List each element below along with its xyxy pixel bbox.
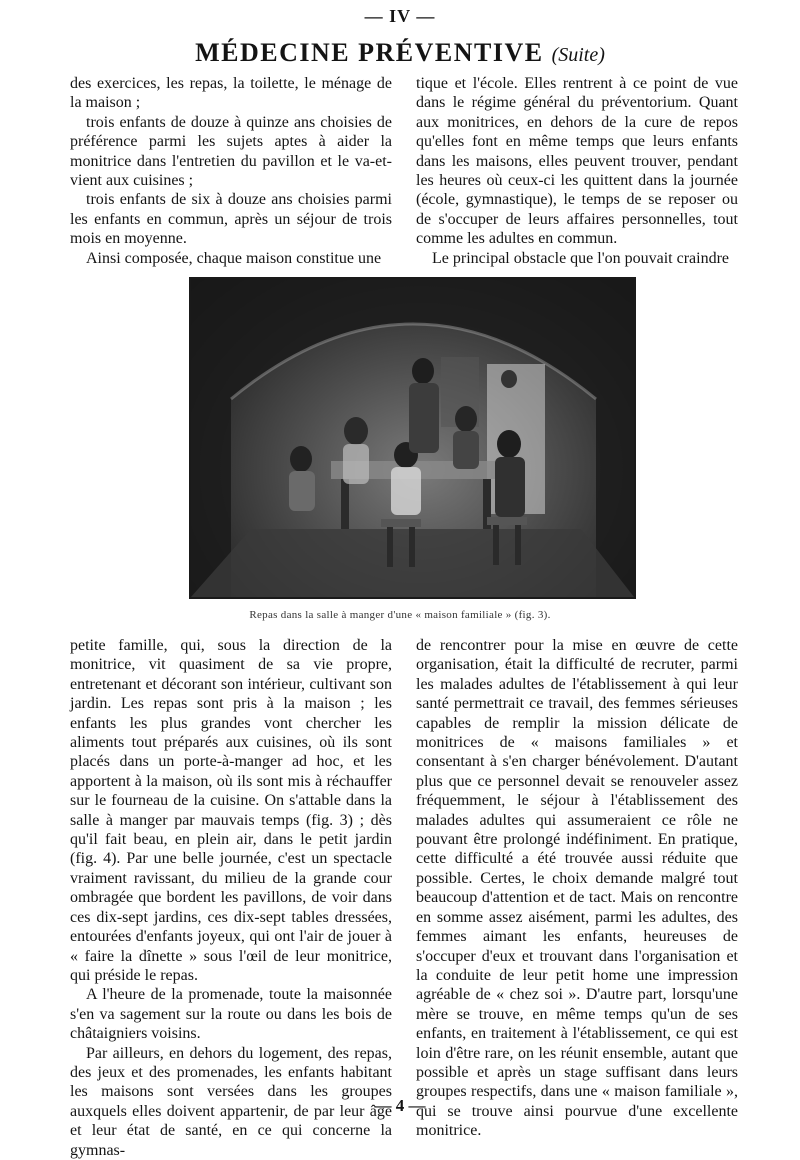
paragraph: Le principal obstacle que l'on pouvait craindre <box>432 249 729 267</box>
paragraph: Ainsi composée, chaque maison constitue une <box>86 249 382 267</box>
column-bottom-left <box>70 636 392 1160</box>
page-number: — 4 — <box>374 1096 426 1115</box>
article-title <box>0 38 800 68</box>
title-text: MÉDECINE PRÉVENTIVE <box>195 38 544 67</box>
paragraph: de rencontrer pour la mise en œuvre de cette organisation, était la difficulté de recruter, parmi les malades adultes de l'établissement à qui leur santé permettrait ce travail, des femmes sérieuses capables de remplir la mission délicate de monitrices de « maisons familiales » et consentant à s'en charger bénévolement. D'autant plus que ce personnel devait se renouveler assez fréquemment, le séjour à l'établissement des malades adultes qui assumeraient ce rôle ne pouvant être prolongé indéfiniment. En pratique, cette difficulté a été trouvée aussi réduite que possible. Certes, le choix demande malgré tout beaucoup d'attention et de tact. Mais on rencontre en somme assez aisément, parmi les adultes, des femmes aimant les enfants, heureuses de s'occuper d'eux et trouvant dans l'organisation et la conduite de leur petit home une impression agréable de « chez soi ». D'autre part, lorsqu'une mère se trouve, en même temps qu'un de ses enfants, en traitement à l'établissement, ce qui est loin d'être rare, on les réunit ensemble, autant que possible et après un stage suffisant dans leurs groupes respectifs, dans une « maison familiale », qui se trouve ainsi pourvue d'une excellente monitrice. <box>416 637 738 1140</box>
paragraph: Par ailleurs, en dehors du logement, des repas, des jeux et des promenades, les enfants habitant les maisons sont versées dans les groupes auxquels elles doivent appartenir, de par leur âge et leur état de santé, en ce qui concerne la gymnas- <box>70 1044 392 1159</box>
column-top-left <box>70 74 392 268</box>
paragraph: A l'heure de la promenade, toute la maisonnée s'en va sagement sur la route ou dans les bois de châtaigniers voisins. <box>70 986 392 1043</box>
column-bottom-right <box>416 636 738 1141</box>
photo-illustration <box>191 279 634 597</box>
figure-caption: Repas dans la salle à manger d'une « maison familiale » (fig. 3). <box>249 609 551 621</box>
paragraph: petite famille, qui, sous la direction de la monitrice, vit quasiment de sa vie propre, entretenant et décorant son intérieur, cultivant son jardin. Les repas sont pris à la maison ; les enfants les plus grandes vont chercher les aliments tout préparés aux cuisines, où ils sont placés dans un porte-à-manger ad hoc, et les apportent à la maison, où ils sont mis à réchauffer sur le fourneau de la cuisine. On s'attable dans la salle à manger par mauvais temps (fig. 3) ; dès qu'il fait beau, en plein air, dans le petit jardin (fig. 4). Par une belle journée, c'est un spectacle vraiment ravissant, du milieu de la grande cour ombragée que bordent les pavillons, de voir dans ces dix-sept jardins, ces dix-sept tables dressées, entourées d'enfants joyeux, qui ont l'air de jouer à « faire la dînette » sous l'œil de leur monitrice, qui préside le repas. <box>70 637 392 984</box>
paragraph: des exercices, les repas, la toilette, le ménage de la maison ; <box>70 75 392 112</box>
paragraph: tique et l'école. Elles rentrent à ce point de vue dans le régime général du préventorium. Quant aux monitrices, en dehors de la cure de repos qu'elles font en même temps que leurs enfants dans les maisons, elles peuvent trouver, pendant les heures où ceux-ci les quittent dans la journée (école, gymnastique), le temps de se reposer ou de s'occuper de leurs affaires personnelles, tout comme les adultes en commun. <box>416 75 738 248</box>
dining-room-photo <box>189 277 636 599</box>
column-top-right <box>416 74 738 268</box>
paragraph: trois enfants de six à douze ans choisies parmi les enfants en commun, après un séjour de trois mois en moyenne. <box>70 191 392 248</box>
title-suffix: (Suite) <box>551 44 605 66</box>
paragraph: trois enfants de douze à quinze ans choisies de préférence parmi les sujets aptes à aider la monitrice dans l'entretien du pavillon et le va-et-vient aux cuisines ; <box>70 113 392 190</box>
page-number-roman: — IV — <box>364 6 436 26</box>
